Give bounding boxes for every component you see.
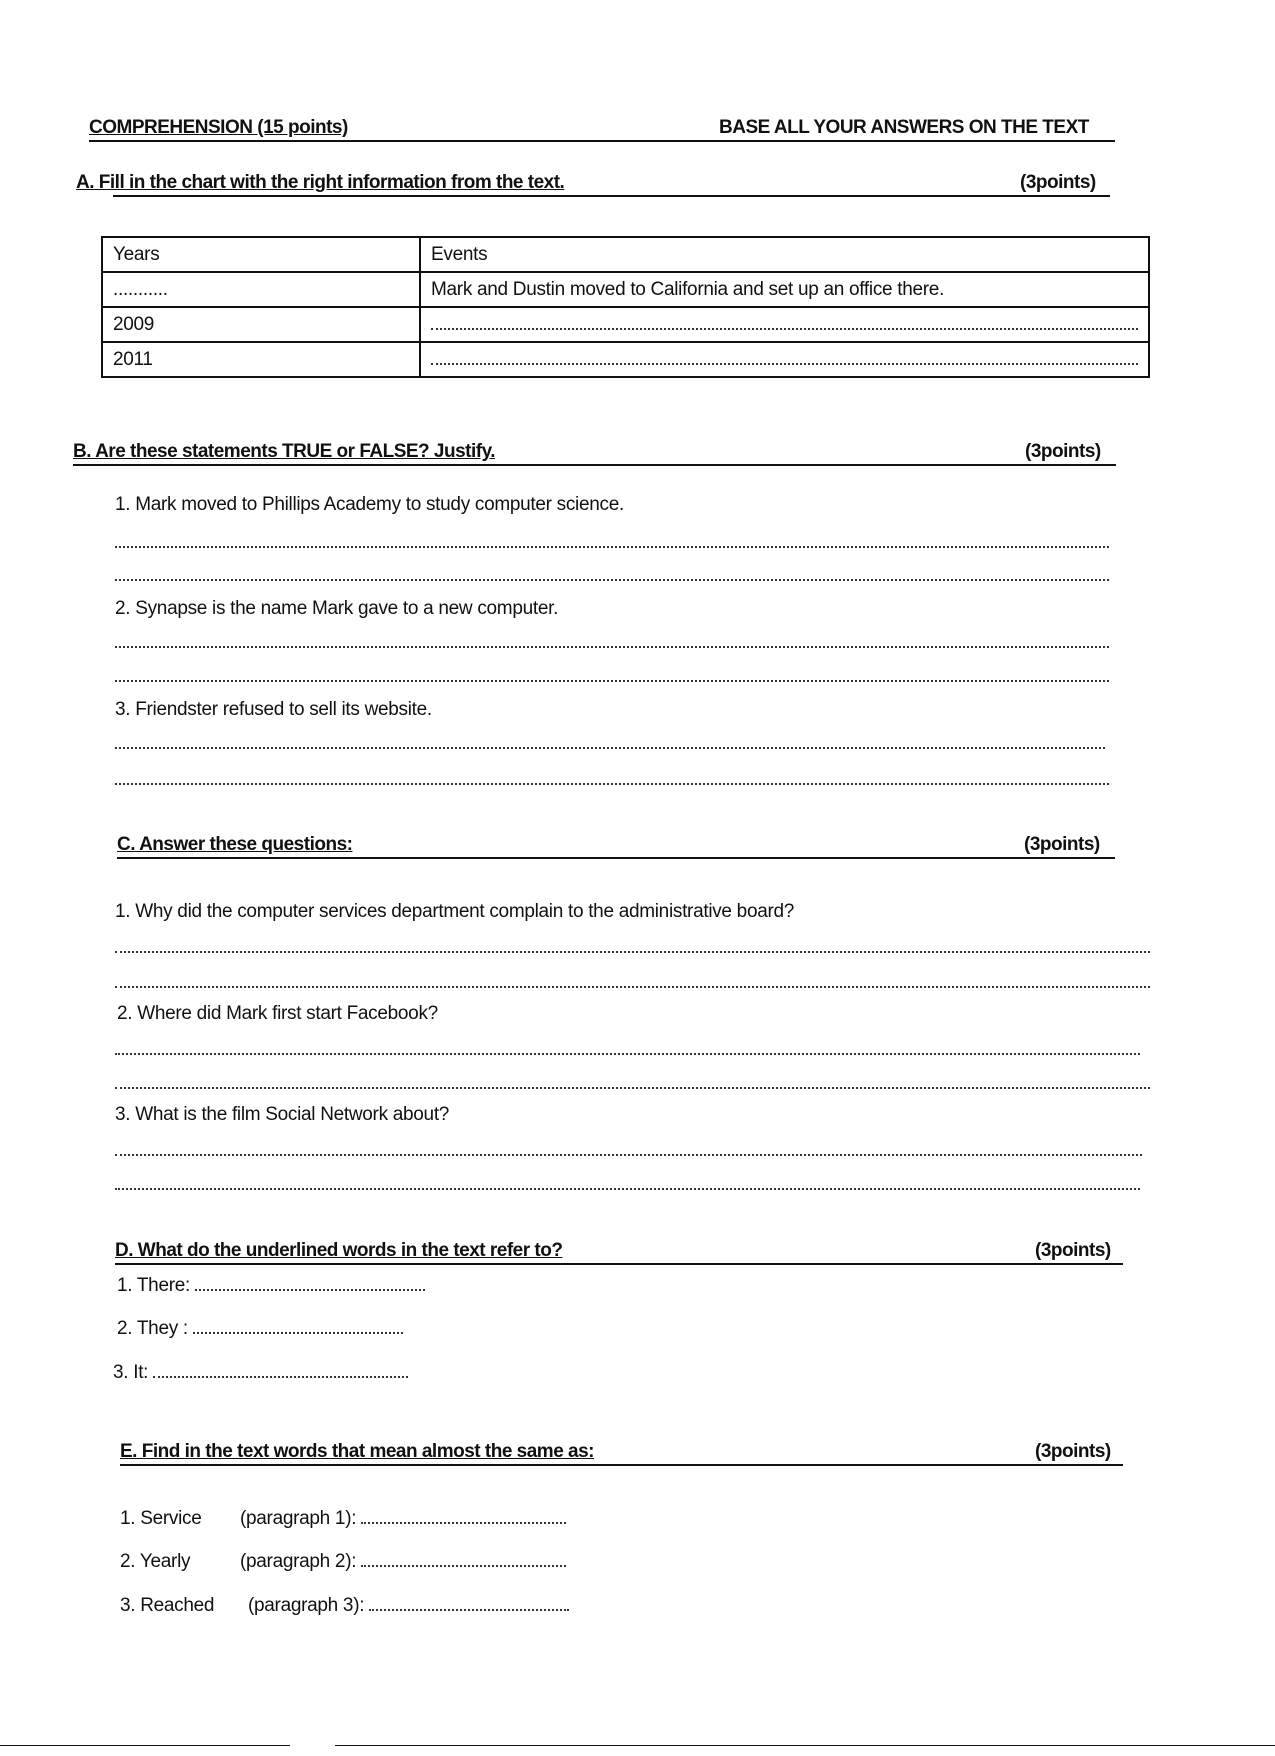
synonym-item-2 [120, 1551, 566, 1573]
section-e-title: E. Find in the text words that mean almost the same as: [120, 1441, 594, 1462]
answer-line[interactable] [115, 646, 1109, 648]
answer-line[interactable] [115, 1053, 1140, 1055]
answer-line[interactable] [115, 1087, 1150, 1089]
section-e-points: (3points) [1035, 1441, 1111, 1462]
statement-3: 3. Friendster refused to sell its website. [115, 699, 432, 720]
answer-line[interactable] [115, 579, 1109, 581]
answer-line[interactable] [115, 546, 1109, 548]
answer-line[interactable] [431, 314, 1138, 330]
synonym-word: 3. Reached [120, 1595, 215, 1616]
answer-line[interactable] [361, 1508, 566, 1524]
section-b-points: (3points) [1025, 441, 1101, 462]
statement-2: 2. Synapse is the name Mark gave to a new computer. [115, 598, 559, 619]
answer-line[interactable] [115, 747, 1105, 749]
year-cell: 2011 [102, 342, 420, 377]
answer-line[interactable] [115, 1188, 1140, 1190]
table-row [102, 342, 1149, 377]
answer-line[interactable] [115, 986, 1150, 988]
answer-line[interactable] [153, 1362, 408, 1378]
answer-line[interactable] [115, 1154, 1142, 1156]
comprehension-title: COMPREHENSION (15 points) [89, 117, 348, 138]
section-e-underline [120, 1464, 1123, 1466]
section-a-title: A. Fill in the chart with the right information from the text. [76, 172, 565, 193]
footer-rule [0, 1745, 290, 1746]
section-c-points: (3points) [1024, 834, 1100, 855]
event-blank[interactable] [420, 307, 1149, 342]
answer-line[interactable] [115, 783, 1109, 785]
section-b-title: B. Are these statements TRUE or FALSE? Justify. [73, 441, 496, 462]
paragraph-ref: (paragraph 1): [240, 1508, 357, 1529]
years-events-table [101, 236, 1150, 378]
answer-line[interactable] [195, 1275, 425, 1291]
answer-line[interactable] [361, 1551, 566, 1567]
synonym-item-3 [120, 1595, 569, 1617]
statement-1: 1. Mark moved to Phillips Academy to study computer science. [115, 494, 624, 515]
section-a-underline [113, 195, 1110, 197]
table-header-row [102, 237, 1149, 272]
header-instruction: BASE ALL YOUR ANSWERS ON THE TEXT [719, 117, 1089, 138]
header-years: Years [102, 237, 420, 272]
reference-item-2 [117, 1318, 403, 1340]
synonym-item-1 [120, 1508, 566, 1530]
event-blank[interactable] [420, 342, 1149, 377]
event-cell: Mark and Dustin moved to California and set up an office there. [420, 272, 1149, 307]
synonym-word: 1. Service [120, 1508, 202, 1529]
year-cell[interactable]: ........... [102, 272, 420, 307]
question-2: 2. Where did Mark first start Facebook? [117, 1003, 438, 1024]
paragraph-ref: (paragraph 2): [240, 1551, 357, 1572]
year-cell: 2009 [102, 307, 420, 342]
answer-line[interactable] [193, 1318, 403, 1334]
header-events: Events [420, 237, 1149, 272]
section-b-underline [73, 464, 1116, 466]
reference-label: 2. They : [117, 1318, 188, 1339]
paragraph-ref: (paragraph 3): [248, 1595, 365, 1616]
question-3: 3. What is the film Social Network about? [115, 1104, 450, 1125]
synonym-word: 2. Yearly [120, 1551, 191, 1572]
question-1: 1. Why did the computer services department complain to the administrative board? [115, 901, 795, 922]
reference-item-3 [113, 1362, 408, 1384]
answer-line[interactable] [115, 951, 1150, 953]
section-d-title: D. What do the underlined words in the text refer to? [115, 1240, 563, 1261]
answer-line[interactable] [431, 349, 1138, 365]
section-d-underline [115, 1263, 1123, 1265]
reference-item-1 [117, 1275, 425, 1297]
section-d-points: (3points) [1035, 1240, 1111, 1261]
answer-line[interactable] [369, 1595, 569, 1611]
reference-label: 1. There: [117, 1275, 190, 1296]
section-a-points: (3points) [1020, 172, 1096, 193]
table-row [102, 272, 1149, 307]
answer-line[interactable] [115, 680, 1109, 682]
table-row [102, 307, 1149, 342]
section-c-underline [117, 857, 1115, 859]
footer-rule [335, 1745, 1275, 1746]
section-c-title: C. Answer these questions: [117, 834, 353, 855]
header-underline [89, 140, 1115, 142]
reference-label: 3. It: [113, 1362, 149, 1383]
